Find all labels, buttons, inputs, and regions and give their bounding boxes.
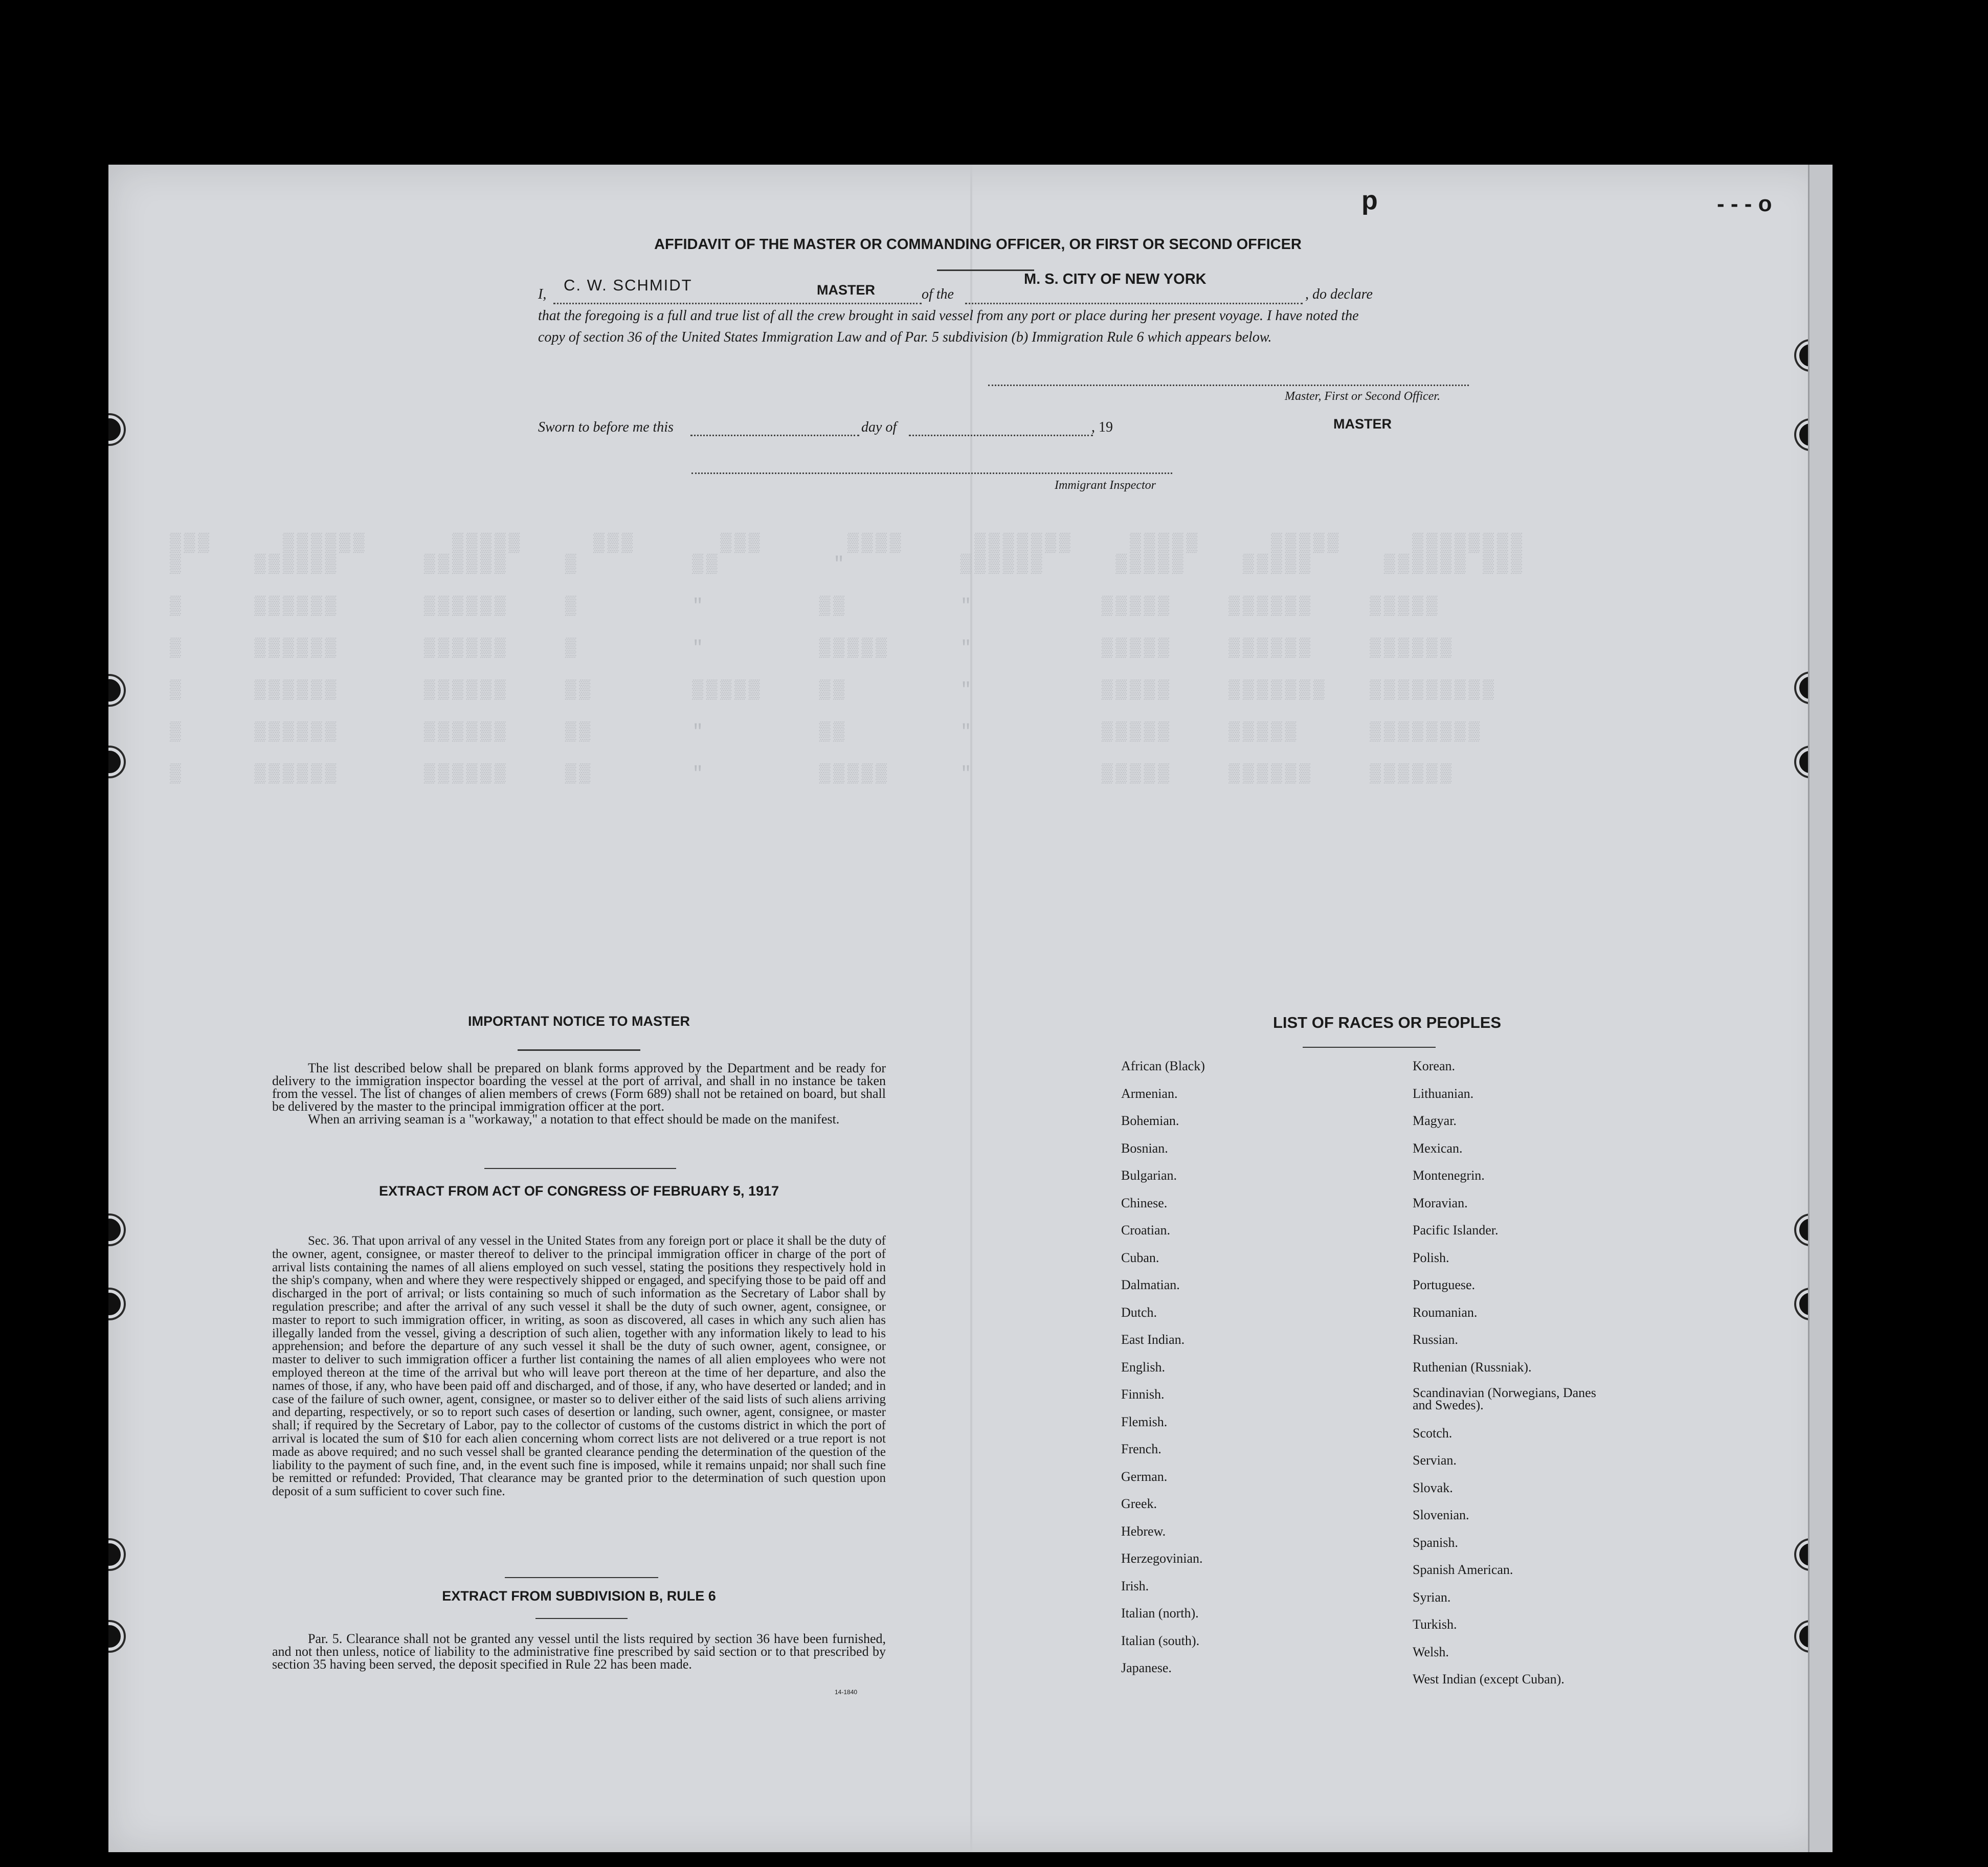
vessel-line [965,303,1303,304]
race-item: English. [1121,1359,1165,1375]
divider [937,269,1034,271]
notice-paragraph-2: When an arriving seaman is a "workaway," a notation to that effect should be made on the manifest. [308,1112,840,1127]
document-page [108,165,1827,1852]
race-item: Roumanian. [1413,1304,1478,1320]
affidavit-line-3: copy of section 36 of the United States Immigration Law and of Par. 5 subdivision (b) Immigration Rule 6 which appears below. [538,329,1272,345]
race-item: West Indian (except Cuban). [1413,1672,1565,1686]
race-item: Armenian. [1121,1086,1178,1101]
race-item: Italian (south). [1121,1633,1200,1648]
punch-hole [108,1540,124,1569]
punch-hole [108,676,124,705]
race-item: Bosnian. [1121,1140,1168,1156]
punch-hole [108,1216,124,1244]
race-item: Croatian. [1121,1223,1171,1238]
handwritten-mark: - - - o [1717,191,1772,216]
form-number: 14-1840 [835,1689,858,1696]
divider [1303,1047,1436,1048]
punch-hole [108,1290,124,1318]
race-item: Russian. [1413,1332,1458,1347]
race-item: Scotch. [1413,1425,1453,1441]
race-item: Japanese. [1121,1660,1172,1675]
extract-rule-body [272,1632,886,1671]
race-item: Greek. [1121,1496,1157,1511]
vessel-name: M. S. CITY OF NEW YORK [1024,271,1207,287]
race-item: Welsh. [1413,1644,1449,1659]
page-fold [970,165,972,1852]
race-item: Lithuanian. [1413,1086,1474,1101]
race-item: Magyar. [1413,1113,1457,1128]
signature-caption: Master, First or Second Officer. [1285,390,1440,403]
divider [505,1577,658,1578]
extract-act-body [272,1234,886,1498]
race-item: Bohemian. [1121,1113,1179,1128]
master-stamp: MASTER [1333,416,1392,432]
affidavit-of-the: of the [922,286,954,302]
race-item: Herzegovinian. [1121,1551,1203,1566]
extract-act-title: EXTRACT FROM ACT OF CONGRESS OF FEBRUARY 5, 1917 [378,1183,779,1199]
day-of-label: day of [861,419,897,435]
race-item: Scandinavian (Norwegians, Danes and Swedes). [1413,1385,1596,1412]
race-item: Servian. [1413,1453,1457,1468]
race-item: Dutch. [1121,1304,1157,1320]
race-item: African (Black) [1121,1059,1205,1073]
master-name: C. W. SCHMIDT [564,276,693,294]
name-line [553,303,922,304]
affidavit-line-2: that the foregoing is a full and true list of all the crew brought in said vessel from any port or place during her present voyage. I have noted the [538,308,1359,324]
affidavit-title: AFFIDAVIT OF THE MASTER OR COMMANDING OFFICER, OR FIRST OR SECOND OFFICER [654,236,1302,253]
race-item: Portuguese. [1413,1277,1476,1292]
race-item: Montenegrin. [1413,1168,1485,1183]
sworn-label: Sworn to before me this [538,419,674,435]
sworn-day-line[interactable] [690,435,859,436]
signature-line[interactable] [988,385,1469,386]
race-item: Dalmatian. [1121,1277,1180,1292]
page-edge [1808,165,1833,1852]
punch-hole [108,1622,124,1651]
divider [484,1168,676,1169]
divider [518,1049,640,1051]
race-item: Italian (north). [1121,1606,1199,1621]
race-item: Flemish. [1121,1414,1168,1429]
race-item: Turkish. [1413,1617,1457,1632]
race-item: East Indian. [1121,1332,1185,1347]
extract-rule-title: EXTRACT FROM SUBDIVISION B, RULE 6 [442,1588,716,1604]
race-item: Chinese. [1121,1195,1168,1210]
race-item: Cuban. [1121,1250,1159,1265]
affidavit-i-label: I, [538,286,547,302]
affidavit-do-declare: , do declare [1305,286,1373,302]
inspector-signature-line[interactable] [691,473,1172,474]
race-item: Korean. [1413,1059,1456,1073]
races-title: LIST OF RACES OR PEOPLES [1272,1014,1502,1031]
race-item: Moravian. [1413,1195,1468,1210]
race-item: French. [1121,1442,1161,1456]
race-item: Syrian. [1413,1589,1451,1605]
race-item: Spanish. [1413,1535,1458,1550]
year-prefix: , 19 [1091,419,1113,435]
bleed-through-rows: ▒▒▒ ▒▒▒▒▒▒ ▒▒▒▒▒ ▒▒▒ ▒▒▒ ▒▒▒▒ ▒▒▒▒▒▒▒ ▒▒▒▒▒ ▒▒▒▒▒ ▒▒▒▒▒▒▒▒ ▒ ▒▒▒▒▒▒ ▒▒▒▒▒▒ ▒ ▒▒ " ▒▒▒▒▒▒ ▒▒▒▒▒ ▒▒▒▒▒ ▒▒▒▒▒▒ ▒▒▒ ▒ ▒▒▒▒▒▒ ▒▒▒▒▒▒ ▒ " ▒▒ " ▒▒▒▒▒ ▒▒▒▒▒▒ ▒▒▒▒▒ ▒ ▒▒▒▒▒▒ ▒▒▒▒▒▒ ▒ " ▒▒▒▒▒ " ▒▒▒▒▒ ▒▒▒▒▒▒ ▒▒▒▒▒▒ ▒ ▒▒▒▒▒▒ ▒▒▒▒▒▒ ▒▒ ▒▒▒▒▒ ▒▒ " ▒▒▒▒▒ ▒▒▒▒▒▒▒ ▒▒▒▒▒▒▒▒▒ ▒ ▒▒▒▒▒▒ ▒▒▒▒▒▒ ▒▒ " ▒▒ " ▒▒▒▒▒ ▒▒▒▒▒ ▒▒▒▒▒▒▒▒ ▒ ▒▒▒▒▒▒ ▒▒▒▒▒▒ ▒▒ " ▒▒▒▒▒ " ▒▒▒▒▒ ▒▒▒▒▒▒ ▒▒▒▒▒▒ [170,533,1525,784]
rule-6-text: Par. 5. Clearance shall not be granted any vessel until the lists required by section 36 have been furnished, and not then unless, notice of liability to the administrative fine prescribed by said section or to that prescribed by section 35 having been served, the deposit specified in Rule 22 has been made. [272,1631,886,1672]
punch-hole [108,415,124,444]
notice-title: IMPORTANT NOTICE TO MASTER [468,1014,690,1029]
race-item: Pacific Islander. [1413,1223,1499,1238]
notice-body [272,1062,886,1126]
divider [535,1618,628,1619]
race-item: Finnish. [1121,1387,1165,1402]
race-item: Irish. [1121,1578,1149,1593]
inspector-caption: Immigrant Inspector [1055,479,1156,492]
notice-paragraph-1: The list described below shall be prepared on blank forms approved by the Department and be ready for delivery to the immigration inspector boarding the vessel at the port of arrival, and shall in no instance be taken from the vessel. The list of changes of alien members of crews (Form 689) shall not be retained on board, but shall be delivered by the master to the principal immigration officer at the port. [272,1061,886,1114]
race-item: Slovak. [1413,1480,1453,1495]
race-item: German. [1121,1469,1168,1484]
race-item: Hebrew. [1121,1523,1166,1539]
punch-hole [108,748,124,776]
handwritten-mark: p [1361,186,1378,215]
race-item: Slovenian. [1413,1508,1469,1522]
section-36-text: Sec. 36. That upon arrival of any vessel in the United States from any foreign port or place it shall be the duty of the owner, agent, consignee, or master thereof to deliver to the principal immigration officer in charge of the port of arrival lists containing the names of all aliens employed on such vessel, stating the positions they respectively hold in the ship's company, when and where they were respectively shipped or engaged, and specifying those to be paid off and discharged in the port of arrival; or lists containing so much of such information as the Secretary of Labor shall by regulation prescribe; and after the arrival of any such vessel it shall be the duty of such owner, agent, consignee, or master to report to such immigration officer, in writing, as soon as discovered, all cases in which any such alien has illegally landed from the vessel, giving a description of such alien, together with any information likely to lead to his apprehension; and before the departure of any such vessel it shall be the duty of such owner, agent, consignee, or master to deliver to such immigration officer a further list containing the names of all alien employees who were not employed thereon at the time of the arrival but who will leave port thereon at the time of her departure, and also the names of those, if any, who have been paid off and discharged, and of those, if any, who have deserted or landed; and in case of the failure of such owner, agent, consignee, or master so to deliver either of the said lists of such aliens arriving and departing, respectively, or so to report such cases of desertion or landing, such owner, agent, consignee, or master shall; if required by the Secretary of Labor, pay to the collector of customs of the customs district in which the port of arrival is located the sum of $10 for each alien concerning whom correct lists are not delivered or a true report is not made as above required; and no such vessel shall be granted clearance pending the determination of the question of the liability to the payment of such fine, and, in the event such fine is imposed, while it remains unpaid; nor shall such fine be remitted or refunded: Provided, That clearance may be granted prior to the determination of such question upon deposit of a sum sufficient to cover such fine. [272,1234,886,1499]
sworn-month-line[interactable] [909,435,1093,436]
race-item: Polish. [1413,1250,1449,1265]
race-item: Ruthenian (Russniak). [1413,1359,1532,1375]
race-item: Spanish American. [1413,1562,1513,1577]
race-item: Bulgarian. [1121,1168,1177,1183]
race-item: Mexican. [1413,1140,1463,1156]
rank-stamp: MASTER [817,282,875,298]
